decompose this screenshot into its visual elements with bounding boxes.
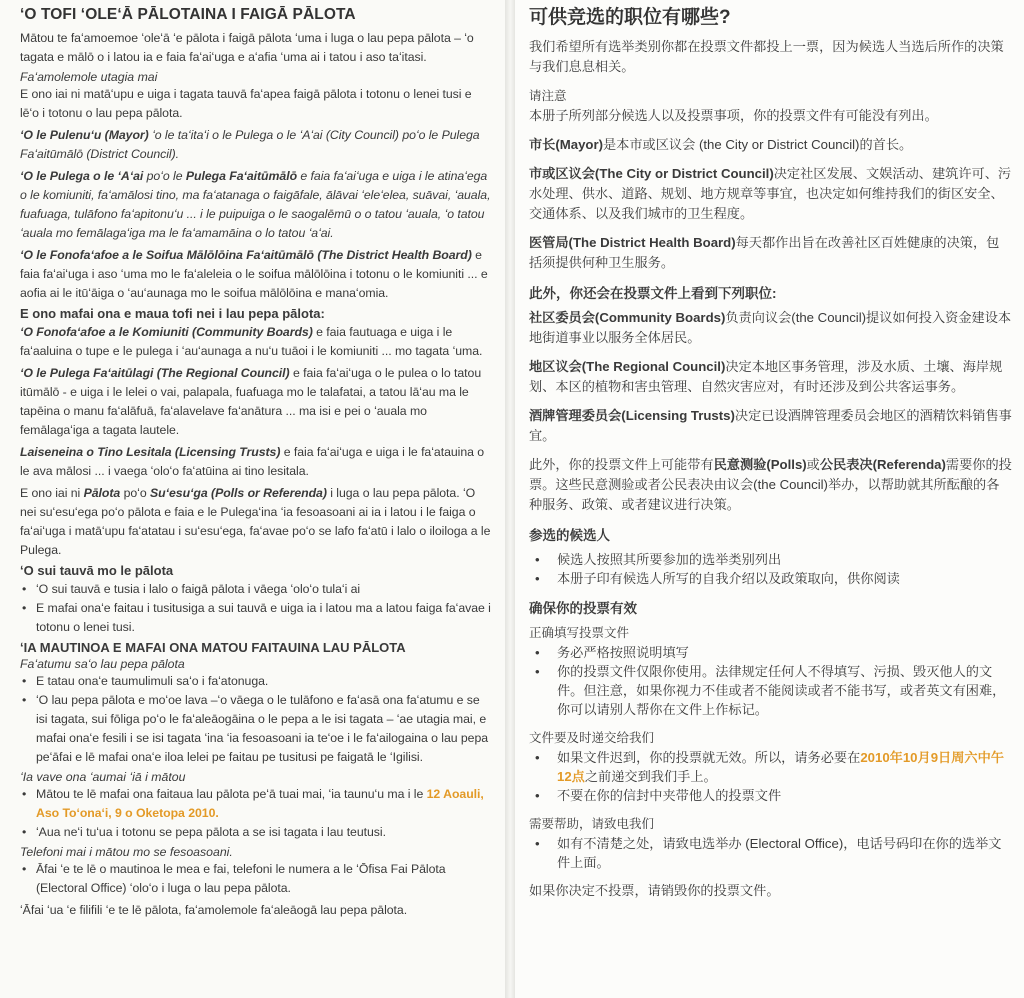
samoan-valid-heading: ʻIA MAUTINOA E MAFAI ONA MATOU FAITAUINA LAU PĀLOTA (20, 640, 406, 655)
chinese-fill-label: 正确填写投票文件 (529, 625, 630, 640)
list-item: • 候选人按照其所要参加的选举类别列出 (529, 550, 1012, 569)
samoan-rc-para: ʻO le Pulega Faʻaitūlagi (The Regional Council) e faia faʻaiʻuga o le pulea o lo tatou itūmālō - e uiga i le lelei o vai, palapala, fuafuaga mo le talafatai, a tatou lāʻau ma le tapēina o manu faʻalāfuā, faʻalavelave faʻanātura ... ma isi e pei o ʻauala mo femālagaʻiga a tagata lautele. (20, 366, 482, 437)
chinese-note-text: 本册子所列部分候选人以及投票事项，你的投票文件有可能没有列出。 (529, 108, 938, 123)
samoan-mayor-para: ʻO le Pulenuʻu (Mayor) ʻo le taʻitaʻi o le Pulega o le ʻAʻai (City Council) poʻo le Pulega Faʻaitūmālō (District Council). (20, 128, 480, 161)
samoan-mayor-lead: ʻO le Pulenuʻu (Mayor) (20, 128, 149, 142)
chinese-rc-para: 地区议会(The Regional Council)决定本地区事务管理，涉及水质、土壤、海岸规划、本区的植物和害虫管理、自然灾害应对，有时还涉及到公共客运事务。 (529, 359, 1003, 394)
chinese-time-list (529, 748, 1012, 805)
chinese-cb-para: 社区委员会(Community Boards)负责向议会(the Council)提议如何投入资金建设本地街道事业以服务全体居民。 (529, 310, 1012, 345)
samoan-notice-label: Faʻamolemole utagia mai (20, 70, 158, 84)
samoan-column (0, 0, 507, 998)
samoan-lt-para: Laiseneina o Tino Lesitala (Licensing Trusts) e faia faʻaiʻuga e uiga i le faʻatauina o le ava mālosi ... i vaega ʻoloʻo faʻatūina ai tino lesitala. (20, 445, 485, 478)
samoan-title: ʻO TOFI ʻOLEʻĀ PĀLOTAINA I FAIGĀ PĀLOTA (20, 6, 356, 23)
list-item: • ʻO lau pepa pālota e moʻoe lava –ʻo vāega o le tulāfono e faʻasā ona faʻatumu e se isi tagata, sui fōliga poʻo le faʻaleāogāina o le pepa a le isi tagata – ʻae utagia mai, e mafai onaʻe fesili i se isi tagata ʻina ʻia fesoasoani ia teʻoe i le faʻailogaina o lau pepa peʻāfai e lē mafai onaʻe iloa lelei pe faitau pe tusitusi pe faigatā le ʻIgilisi. (20, 691, 493, 767)
samoan-fill-label: Faʻatumu saʻo lau pepa pālota (20, 657, 185, 671)
samoan-time-label: ʻIa vave ona ʻaumai ʻiā i mātou (20, 770, 186, 784)
list-item: • 如果文件迟到，你的投票就无效。所以，请务必要在2010年10月9日周六中午12点之前递交到我们手上。 (529, 748, 1012, 786)
samoan-last: ʻĀfai ʻua ʻe filifili ʻe te lē pālota, faʻamolemole faʻaleāogā lau pepa pālota. (20, 903, 408, 917)
chinese-health-para: 医管局(The District Health Board)每天都作出旨在改善社区百姓健康的决策，包括须提供何种卫生服务。 (529, 235, 1000, 270)
chinese-candidates-list (529, 550, 1012, 588)
samoan-polls-para: E ono iai ni Pālota poʻo Suʻesuʻga (Polls or Referenda) i luga o lau pepa pālota. ʻO nei suʻesuʻega poʻo pālota e faia e le Pulegaʻina ʻia fesoasoani ai ia i latou i le faiga o faʻaiʻuga i matāʻupu faʻatatau i suʻesuʻega, faʻavae poʻo se lafo faʻatū i lalo o iloiloga a le Pulega. (20, 486, 491, 557)
chinese-also-heading: 此外，你还会在投票文件上看到下列职位: (529, 286, 777, 301)
list-item: • Āfai ʻe te lē o mautinoa le mea e fai, telefoni le numera a le ʻŌfisa Fai Pālota (Electoral Office) ʻoloʻo i luga o lau pepa pālota. (20, 860, 493, 898)
list-item: • 如有不清楚之处，请致电选举办 (Electoral Office)，电话号码印在你的选举文件上面。 (529, 834, 1012, 872)
samoan-fill-list (20, 672, 493, 767)
chinese-polls-para: 此外，你的投票文件上可能带有民意测验(Polls)或公民表决(Referenda)需要你的投票。这些民意测验或者公民表决由议会(the Council)举办，以帮助就其所酝酿的各种服务、政策、或者建议进行决策。 (529, 457, 1012, 512)
samoan-also-heading: E ono mafai ona e maua tofi nei i lau pepa pālota: (20, 306, 325, 321)
list-item: • 务必严格按照说明填写 (529, 643, 1012, 662)
list-item: • 你的投票文件仅限你使用。法律规定任何人不得填写、污损、毁灭他人的文件。但注意，如果你视力不佳或者不能阅读或者不能书写，或者英文有困难，你可以请别人帮你在文件上作标记。 (529, 662, 1012, 719)
list-item: • ʻO sui tauvā e tusia i lalo o faigā pālota i vāega ʻoloʻo tulaʻi ai (20, 580, 493, 599)
chinese-council-para: 市或区议会(The City or District Council)决定社区发展、文娱活动、建筑许可、污水处理、供水、道路、规划、地方规章等事宜，也决定如何维持我们的街区安全、交通体系、以及我们城市的卫生程度。 (529, 166, 1012, 221)
list-item: • E tatau onaʻe taumulimuli saʻo i faʻatonuga. (20, 672, 493, 691)
list-item: • 本册子印有候选人所写的自我介绍以及政策取向，供你阅读 (529, 569, 1012, 588)
chinese-valid-heading: 确保你的投票有效 (529, 601, 637, 616)
chinese-fill-list (529, 643, 1012, 719)
samoan-help-list (20, 860, 493, 898)
chinese-help-list (529, 834, 1012, 872)
list-item: • ʻAua neʻi tuʻua i totonu se pepa pālota a se isi tagata i lau teutusi. (20, 823, 493, 842)
chinese-time-label: 文件要及时递交给我们 (529, 730, 655, 745)
samoan-time-list (20, 785, 493, 842)
chinese-lt-para: 酒牌管理委员会(Licensing Trusts)决定已设酒牌管理委员会地区的酒精饮料销售事宜。 (529, 408, 1012, 443)
chinese-help-label: 需要帮助，请致电我们 (529, 816, 655, 831)
samoan-council-para: ʻO le Pulega o le ʻAʻai poʻo le Pulega Faʻaitūmālō e faia faʻaiʻuga e uiga i le atinaʻega o le komiuniti, faʻamālosi tino, ma faʻatanaga o faigāfale, ālāvai ʻeleʻelea, suāvai, ʻauala, fuafuaga, tulāfono faʻapitonuʻu ... i le puipuiga o le saogalēmū o o tatou ʻauala, ʻo tatou ʻauala mo femālagaʻiga ma le faʻamamāina o lo tatou ʻaʻai. (20, 169, 491, 240)
list-item: • Mātou te lē mafai ona faitaua lau pālota peʻā tuai mai, ʻia taunuʻu ma i le 12 Aoauli, Aso Toʻonaʻi, 9 o Oketopa 2010. (20, 785, 493, 823)
chinese-intro: 我们希望所有选举类别你都在投票文件都投上一票，因为候选人当选后所作的决策与我们息息相关。 (529, 39, 1004, 74)
chinese-last: 如果你决定不投票，请销毁你的投票文件。 (529, 883, 780, 898)
samoan-notice-text: E ono iai ni matāʻupu e uiga i tagata tauvā faʻapea faigā pālota i totonu o lenei tusi e lēʻo i totonu o lau pepa pālota. (20, 87, 472, 120)
chinese-title: 可供竞选的职位有哪些? (529, 7, 731, 28)
chinese-note-label: 请注意 (529, 88, 567, 103)
samoan-health-para: ʻO le Fonofaʻafoe a le Soifua Mālōlōina Faʻaitūmālō (The District Health Board) e faia faʻaiʻuga i aso ʻuma mo le faʻaleleia o le soifua mālōlōina i totonu o le komiuniti ... e aofia ai le itūʻāiga o ʻauʻaunaga mo le soifua mālōlōina e manaʻomia. (20, 248, 488, 300)
samoan-intro: Mātou te faʻamoemoe ʻoleʻā ʻe pālota i faigā pālota ʻuma i luga o lau pepa pālota – ʻo tagata e mālō o i latou ia e faia faʻaiʻuga e aʻafia ʻuma ai i tatou i aso taʻitasi. (20, 31, 474, 64)
samoan-candidates-list (20, 580, 493, 637)
chinese-mayor-para: 市长(Mayor)是本市或区议会 (the City or District Council)的首长。 (529, 137, 913, 152)
samoan-deadline: 12 Aoauli, Aso Toʻonaʻi, 9 o Oketopa 2010. (36, 787, 484, 820)
list-item: • E mafai onaʻe faitau i tusitusiga a sui tauvā e uiga ia i latou ma a latou faiga faʻavae i totonu o lenei tusi. (20, 599, 493, 637)
samoan-cb-para: ʻO Fonofaʻafoe a le Komiuniti (Community Boards) e faia fautuaga e uiga i le faʻaaluina o tupe e le pulega i ʻauʻaunaga a nuʻu tuāoi i le komiuniti ... mo tagata ʻuma. (20, 325, 483, 358)
chinese-candidates-heading: 参选的候选人 (529, 528, 610, 543)
samoan-help-label: Telefoni mai i mātou mo se fesoasoani. (20, 845, 233, 859)
chinese-column (515, 0, 1024, 998)
samoan-candidates-heading: ʻO sui tauvā mo le pālota (20, 563, 174, 578)
chinese-deadline: 2010年10月9日周六中午12点 (557, 750, 1004, 784)
list-item: • 不要在你的信封中夹带他人的投票文件 (529, 786, 1012, 805)
